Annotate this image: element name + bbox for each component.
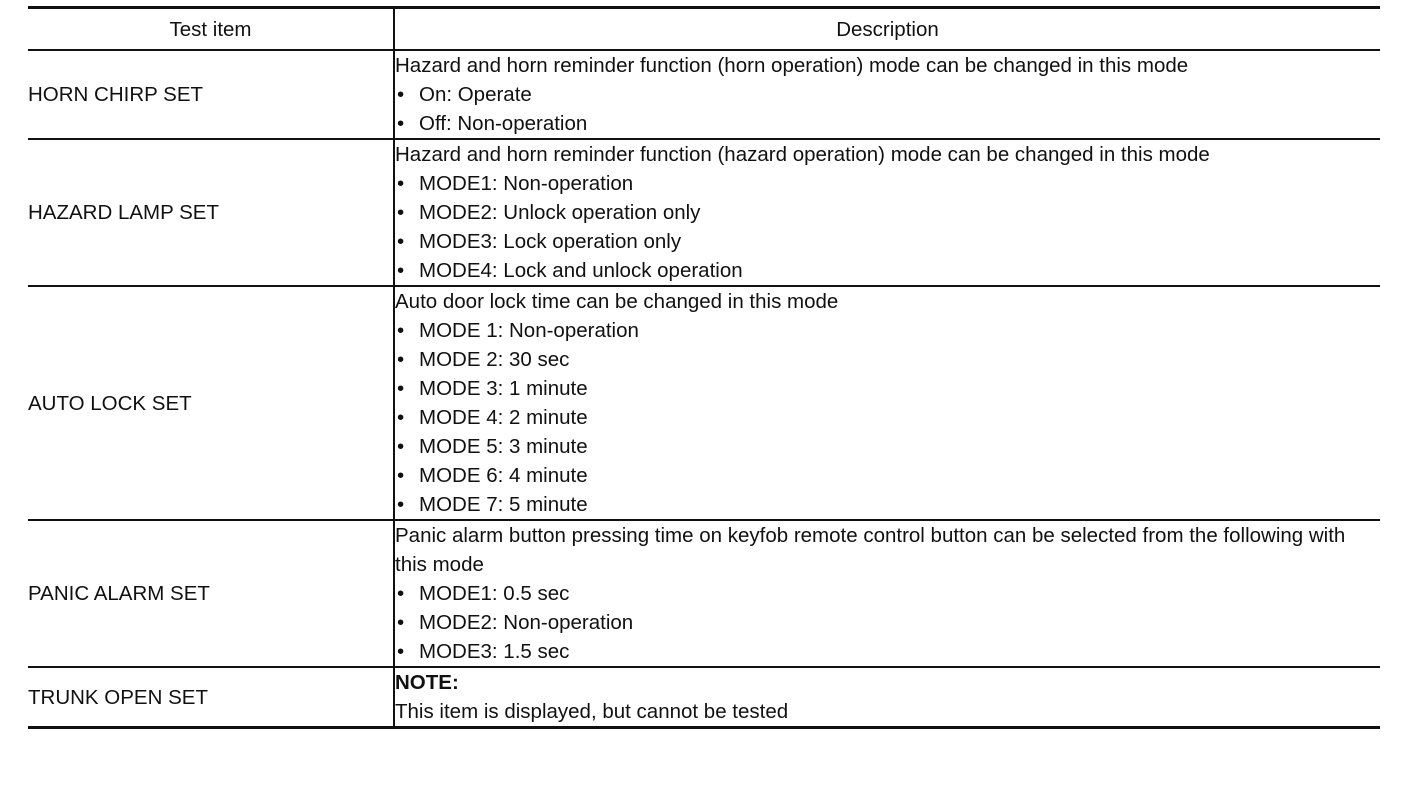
note-label: NOTE:	[395, 671, 459, 694]
description-cell	[394, 520, 1380, 667]
header-description: Description	[394, 8, 1380, 51]
bullet-item: • MODE 1: Non-operation	[395, 316, 1380, 345]
description-cell	[394, 139, 1380, 286]
description-intro: Hazard and horn reminder function (hazard operation) mode can be changed in this mode	[395, 143, 1210, 166]
bullet-item: • MODE 2: 30 sec	[395, 345, 1380, 374]
test-item-cell: AUTO LOCK SET	[28, 286, 394, 520]
test-item-cell: PANIC ALARM SET	[28, 520, 394, 667]
description-cell	[394, 50, 1380, 139]
bullet-item: • MODE1: 0.5 sec	[395, 579, 1380, 608]
bullet-item: • Off: Non-operation	[395, 109, 1380, 138]
bullet-item: • MODE 4: 2 minute	[395, 403, 1380, 432]
bullet-item: • MODE 6: 4 minute	[395, 461, 1380, 490]
table-row	[28, 286, 1380, 520]
bullet-item: • On: Operate	[395, 80, 1380, 109]
bullet-item: • MODE 3: 1 minute	[395, 374, 1380, 403]
description-cell	[394, 286, 1380, 520]
bullet-item: • MODE3: 1.5 sec	[395, 637, 1380, 666]
description-intro: Panic alarm button pressing time on keyfob remote control button can be selected from the following with this mode	[395, 524, 1346, 576]
table-row	[28, 50, 1380, 139]
bullet-item: • MODE2: Unlock operation only	[395, 198, 1380, 227]
header-test-item: Test item	[28, 8, 394, 51]
test-item-table	[28, 6, 1380, 729]
table-header-row	[28, 8, 1380, 51]
bullet-item: • MODE3: Lock operation only	[395, 227, 1380, 256]
bullet-item: • MODE2: Non-operation	[395, 608, 1380, 637]
bullet-item: • MODE1: Non-operation	[395, 169, 1380, 198]
test-item-cell: HORN CHIRP SET	[28, 50, 394, 139]
description-intro: Auto door lock time can be changed in this mode	[395, 290, 839, 313]
test-item-cell: HAZARD LAMP SET	[28, 139, 394, 286]
note-text: This item is displayed, but cannot be tested	[395, 700, 789, 723]
test-item-cell: TRUNK OPEN SET	[28, 667, 394, 728]
table-row	[28, 520, 1380, 667]
bullet-item: • MODE 7: 5 minute	[395, 490, 1380, 519]
description-intro: Hazard and horn reminder function (horn operation) mode can be changed in this mode	[395, 54, 1189, 77]
table-row	[28, 139, 1380, 286]
description-cell	[394, 667, 1380, 728]
bullet-item: • MODE 5: 3 minute	[395, 432, 1380, 461]
table-row	[28, 667, 1380, 728]
bullet-item: • MODE4: Lock and unlock operation	[395, 256, 1380, 285]
